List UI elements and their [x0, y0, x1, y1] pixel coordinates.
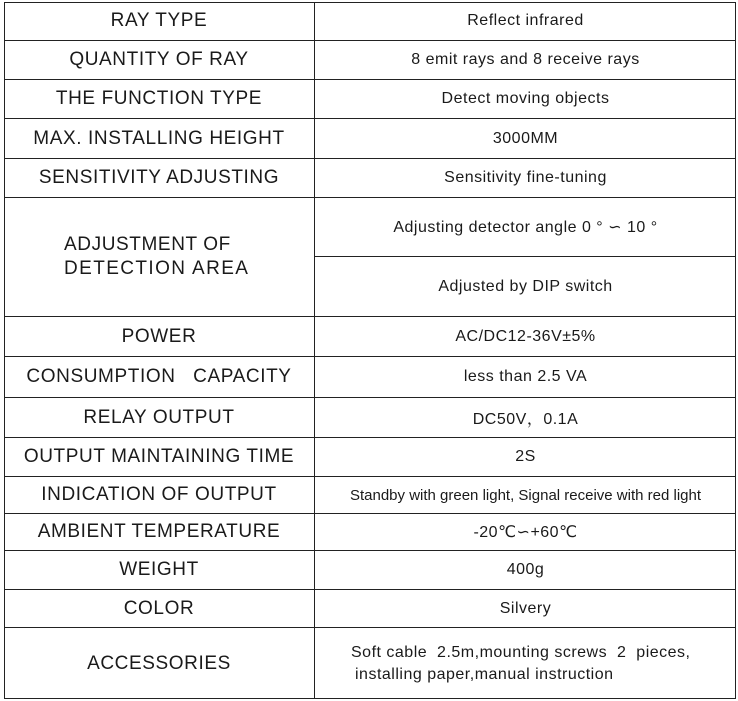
spec-label: RAY TYPE: [4, 2, 315, 40]
spec-label: ACCESSORIES: [4, 628, 315, 699]
spec-value-line: Soft cable 2.5m,mounting screws 2 pieces,: [351, 643, 691, 661]
spec-label: MAX. INSTALLING HEIGHT: [4, 119, 315, 158]
spec-value: Detect moving objects: [441, 90, 610, 107]
spec-row-adjustment-of-detection-area: [4, 197, 736, 316]
spec-value: DC50V，0.1A: [472, 411, 579, 428]
spec-label: [4, 198, 315, 316]
spec-row-output-maintaining-time: [4, 437, 736, 476]
spec-row-relay-output: [4, 397, 736, 437]
spec-row-max-installing-height: [4, 118, 736, 158]
spec-row-quantity-of-ray: [4, 40, 736, 79]
spec-label: POWER: [4, 317, 315, 356]
spec-value: Standby with green light, Signal receive with red light: [349, 486, 702, 504]
spec-label: WEIGHT: [4, 551, 315, 589]
spec-label-line: DETECTION AREA: [64, 258, 250, 279]
spec-value: 3000MM: [492, 129, 559, 147]
spec-label: THE FUNCTION TYPE: [4, 80, 315, 118]
spec-row-consumption-capacity: [4, 356, 736, 397]
spec-label: SENSITIVITY ADJUSTING: [4, 159, 315, 197]
spec-label: OUTPUT MAINTAINING TIME: [4, 438, 315, 476]
spec-value: 8 emit rays and 8 receive rays: [411, 51, 640, 68]
spec-value: Adjusted by DIP switch: [315, 256, 736, 317]
spec-value: [315, 628, 736, 699]
spec-row-indication-of-output: [4, 476, 736, 513]
spec-row-color: [4, 589, 736, 627]
spec-label: RELAY OUTPUT: [4, 398, 315, 437]
spec-row-function-type: [4, 79, 736, 118]
spec-value: Sensitivity fine-tuning: [444, 169, 607, 186]
spec-row-ray-type: [4, 2, 736, 40]
spec-table: [4, 2, 736, 699]
spec-label: CONSUMPTION CAPACITY: [4, 357, 315, 397]
spec-value: less than 2.5 VA: [463, 368, 588, 385]
spec-label: AMBIENT TEMPERATURE: [4, 514, 315, 550]
spec-row-sensitivity-adjusting: [4, 158, 736, 197]
spec-value: -20℃∽+60℃: [473, 524, 578, 541]
spec-row-ambient-temperature: [4, 513, 736, 550]
spec-value: Reflect infrared: [467, 12, 584, 29]
spec-label: QUANTITY OF RAY: [4, 41, 315, 79]
spec-row-power: [4, 316, 736, 356]
spec-label: COLOR: [4, 590, 315, 627]
spec-value-line: installing paper,manual instruction: [355, 665, 614, 683]
spec-value: Silvery: [499, 599, 552, 617]
spec-value: Adjusting detector angle 0 ° ∽ 10 °: [393, 219, 658, 236]
spec-row-accessories: [4, 627, 736, 699]
spec-value: 400g: [506, 561, 545, 578]
spec-row-weight: [4, 550, 736, 589]
spec-label-line: ADJUSTMENT OF: [64, 234, 231, 255]
spec-value: AC/DC12-36V±5%: [455, 327, 596, 345]
spec-value: 2S: [515, 448, 536, 465]
spec-label: INDICATION OF OUTPUT: [4, 477, 315, 513]
